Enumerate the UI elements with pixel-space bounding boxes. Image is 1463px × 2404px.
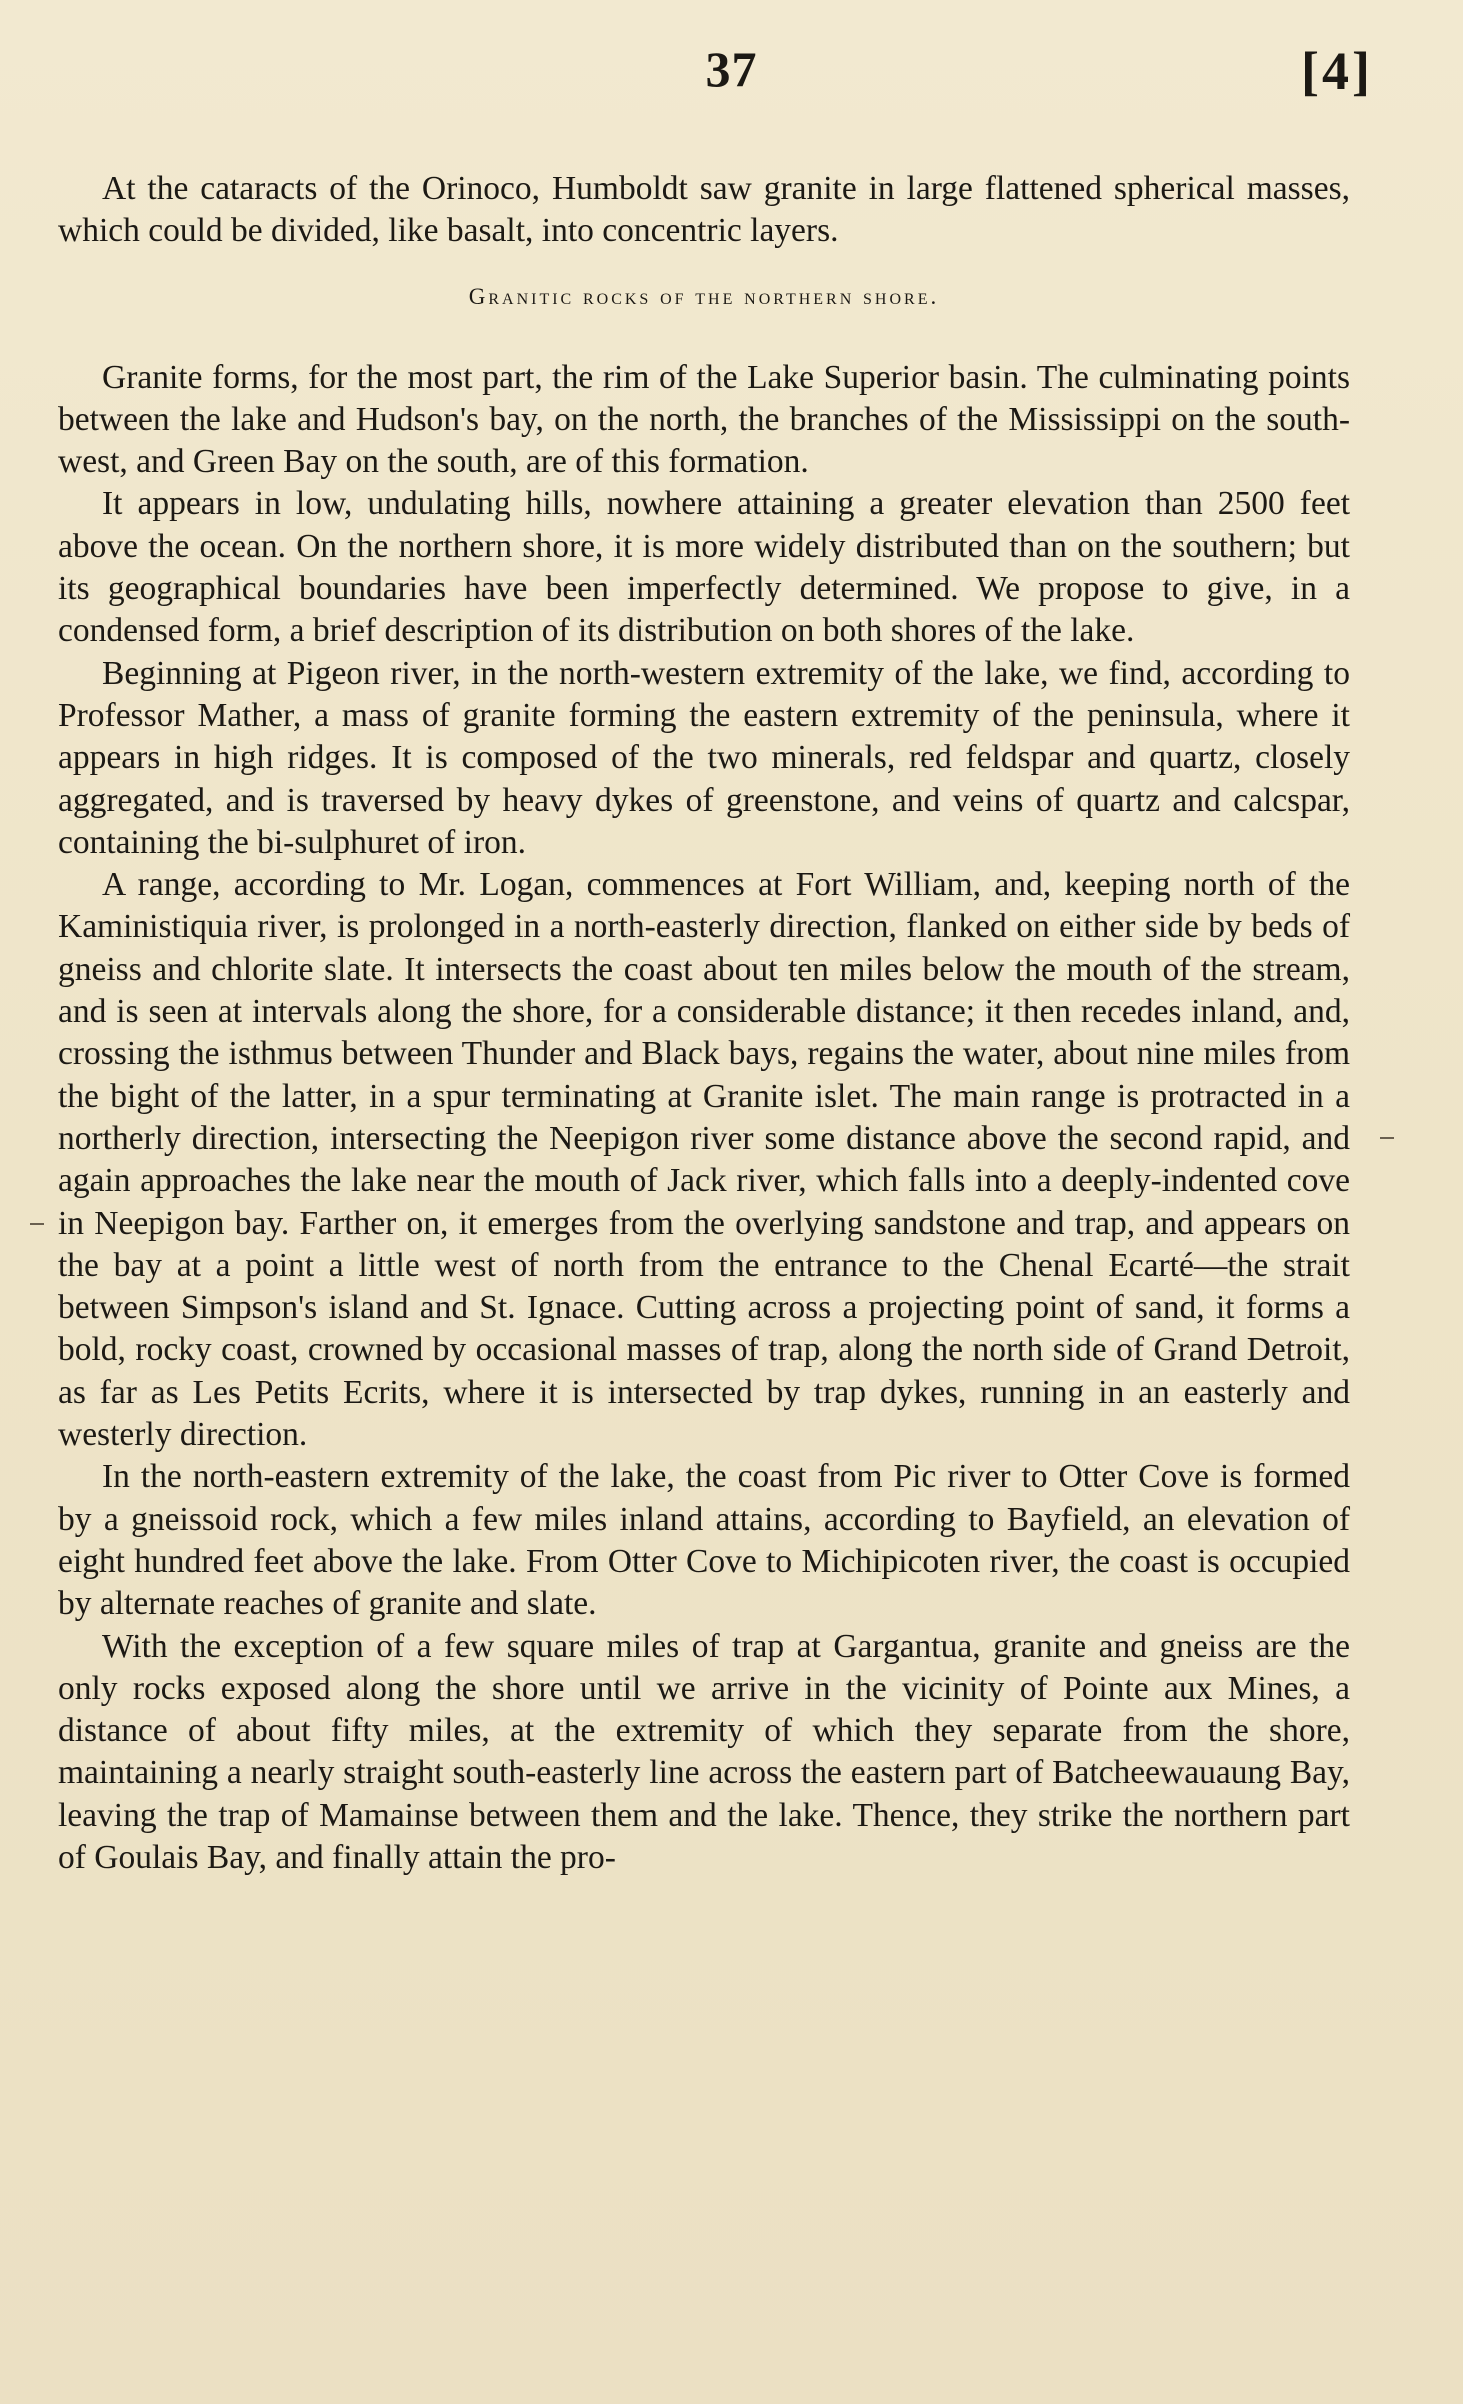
body-text [58, 168, 1350, 1879]
paragraph-2: Granite forms, for the most part, the rim of the Lake Superior basin. The culminating points between the lake and Hudson's bay, on the north, the branches of the Mississippi on the south-west, and Green Bay on the south, are of this formation. [58, 358, 1350, 481]
paragraph-5: A range, according to Mr. Logan, commences at Fort William, and, keeping north of the Kaministiquia river, is prolonged in a north-easterly direction, flanked on either side by beds of gneiss and chlorite slate. It intersects the coast about ten miles below the mouth of the stream, and is seen at intervals along the shore, for a considerable distance; it then recedes inland, and, crossing the isthmus between Thunder and Black bays, regains the water, about nine miles from the bight of the latter, in a spur terminating at Granite islet. The main range is protracted in a northerly direction, intersecting the Neepigon river some distance above the second rapid, and again approaches the lake near the mouth of Jack river, which falls into a deeply-indented cove in Neepigon bay. Farther on, it emerges from the overlying sandstone and trap, and appears on the bay at a point a little west of north from the entrance to the Chenal Ecarté—the strait between Simpson's island and St. Ignace. Cutting across a projecting point of sand, it forms a bold, rocky coast, crowned by occasional masses of trap, along the north side of Grand Detroit, as far as Les Petits Ecrits, where it is intersected by trap dykes, running in an easterly and westerly direction. [58, 866, 1350, 1454]
paragraph-7: With the exception of a few square miles of trap at Gargantua, granite and gneiss are the only rocks exposed along the shore until we arrive in the vicinity of Pointe aux Mines, a distance of about fifty miles, at the extremity of which they separate from the shore, maintaining a nearly straight south-easterly line across the eastern part of Batcheewauaung Bay, leaving the trap of Mamainse between them and the lake. Thence, they strike the northern part of Goulais Bay, and finally attain the pro- [58, 1627, 1350, 1876]
paragraph-6: In the north-eastern extremity of the lake, the coast from Pic river to Otter Cove is formed by a gneissoid rock, which a few miles inland attains, according to Bayfield, an elevation of eight hundred feet above the lake. From Otter Cove to Michipicoten river, the coast is occupied by alternate reaches of granite and slate. [58, 1458, 1350, 1623]
paragraph-1: At the cataracts of the Orinoco, Humboldt saw granite in large flattened spherical masses, which could be divided, like basalt, into concentric layers. [58, 170, 1350, 250]
section-heading: Granitic rocks of the northern shore. [468, 283, 940, 309]
sheet-number: [4] [1301, 41, 1373, 101]
margin-mark-left [30, 1223, 44, 1225]
page-number: 37 [705, 41, 758, 97]
paragraph-4: Beginning at Pigeon river, in the north-western extremity of the lake, we find, according to Professor Mather, a mass of granite forming the eastern extremity of the peninsula, where it appears in high ridges. It is composed of the two minerals, red feldspar and quartz, closely aggregated, and is traversed by heavy dykes of greenstone, and veins of quartz and calcspar, containing the bi-sulphuret of iron. [58, 654, 1350, 861]
margin-mark-right [1380, 1137, 1394, 1139]
paragraph-3: It appears in low, undulating hills, nowhere attaining a greater elevation than 2500 feet above the ocean. On the northern shore, it is more widely distributed than on the southern; but its geographical boundaries have been imperfectly determined. We propose to give, in a condensed form, a brief description of its distribution on both shores of the lake. [58, 485, 1350, 650]
